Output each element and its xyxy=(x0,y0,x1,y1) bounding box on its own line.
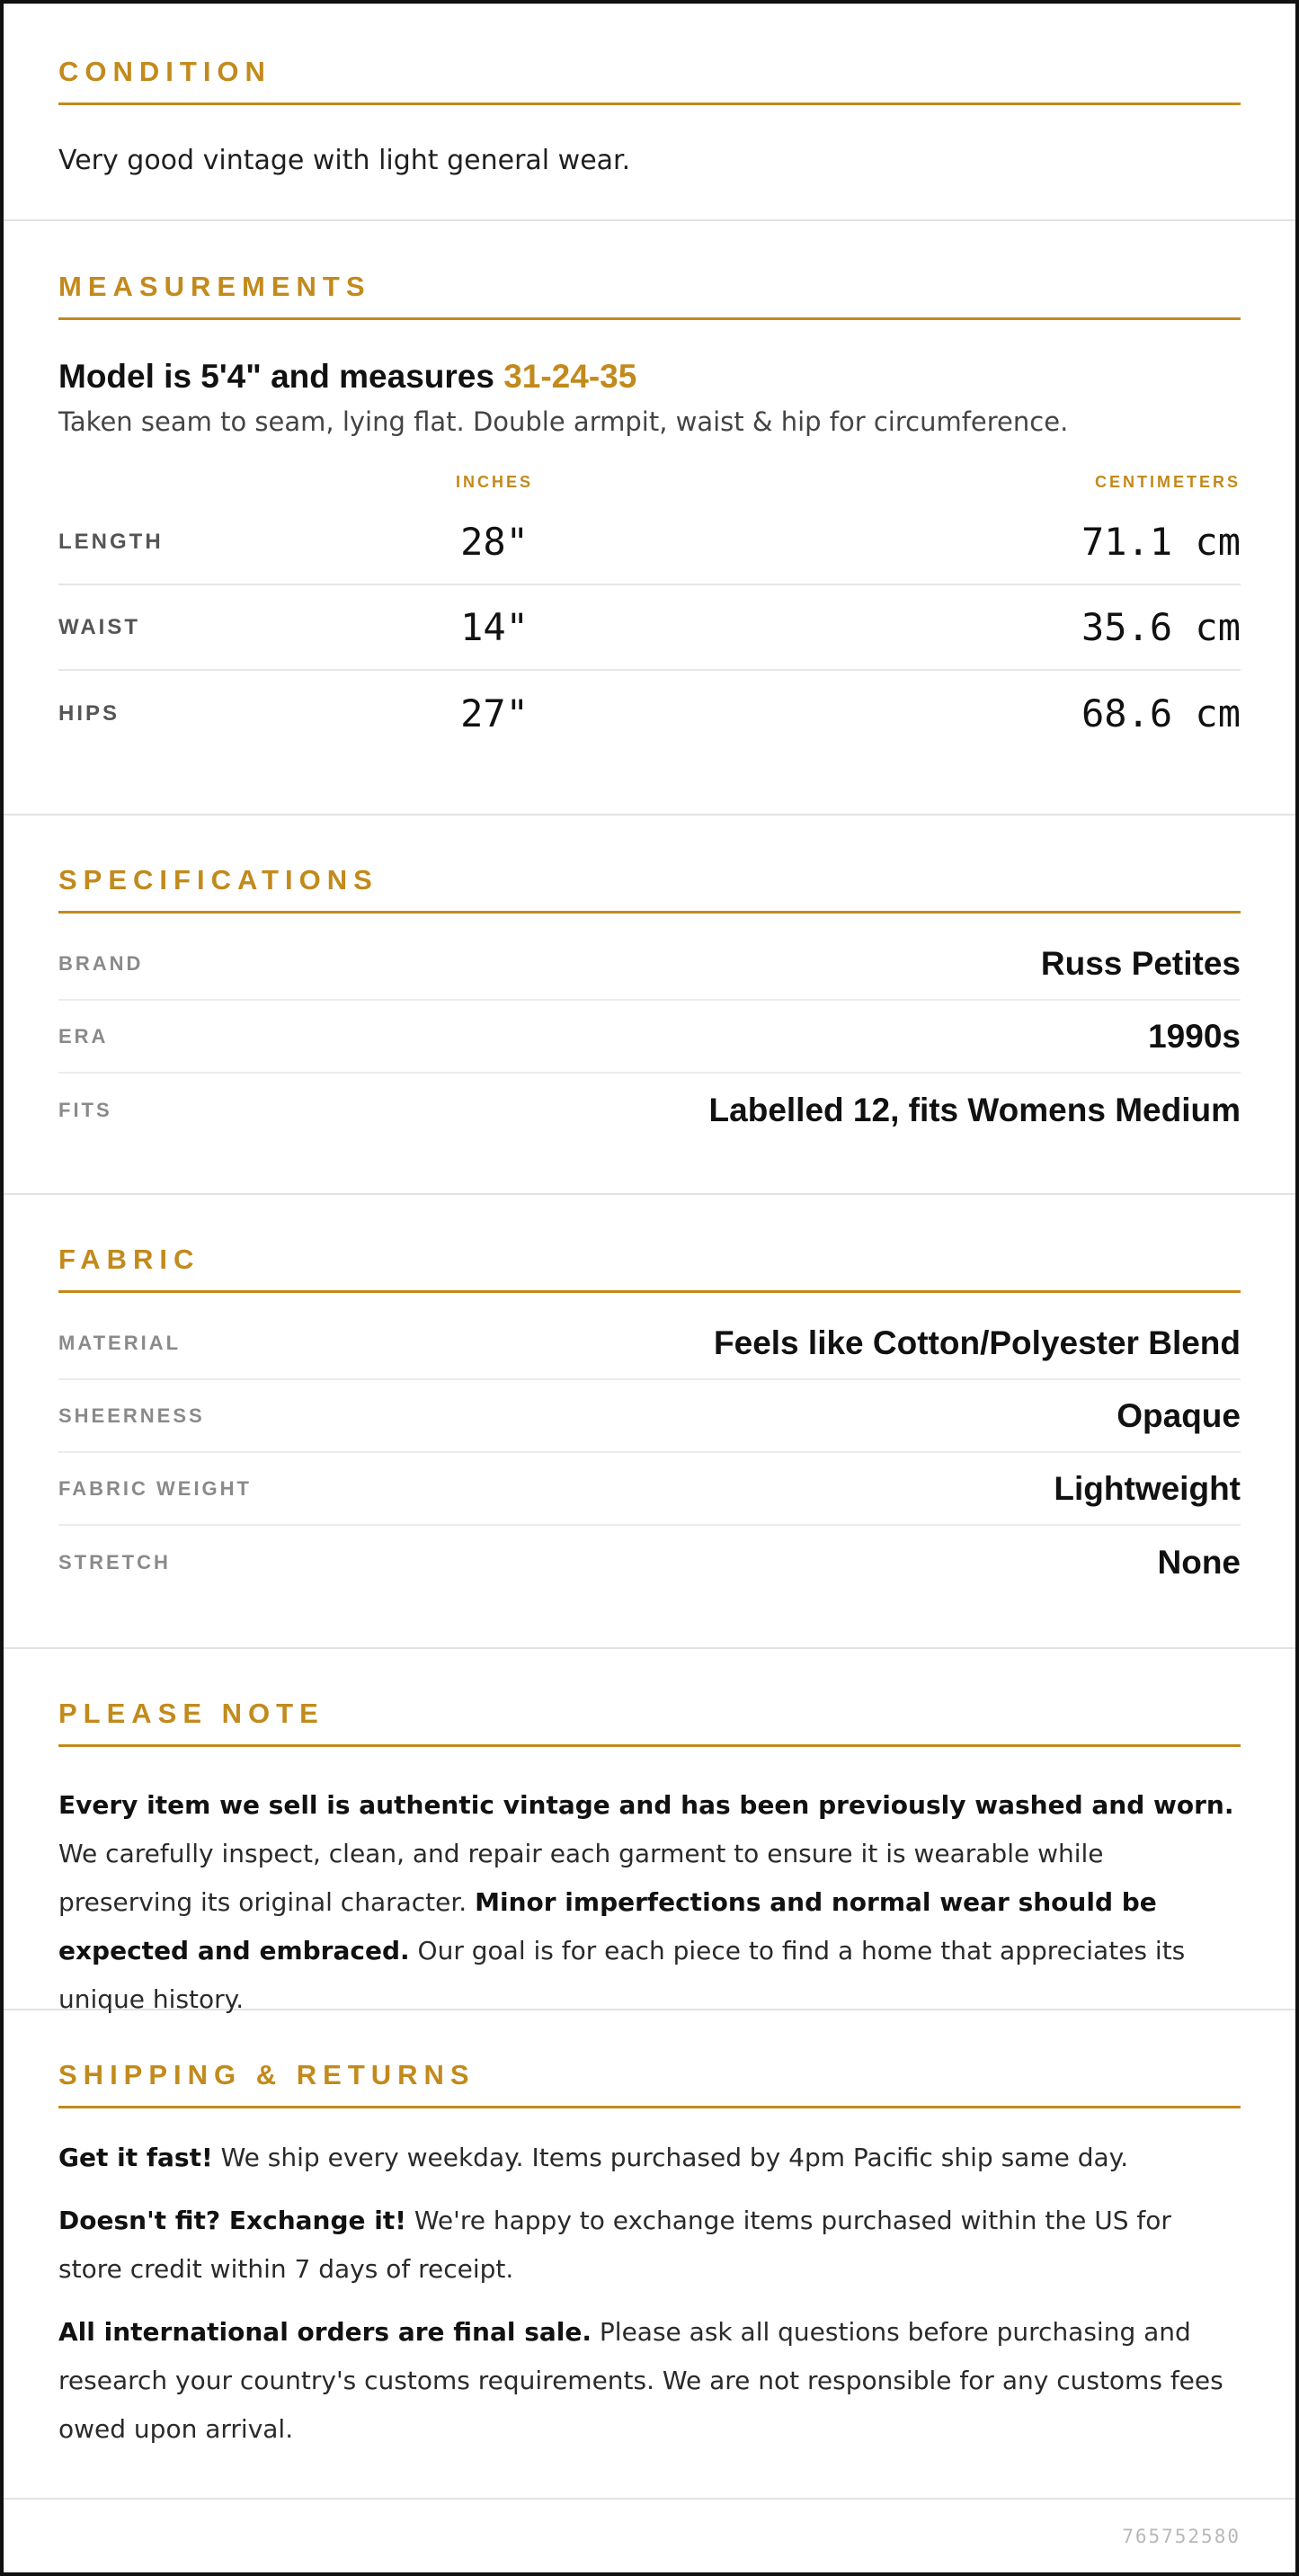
international-paragraph xyxy=(58,2308,1241,2454)
measurement-label: WAIST xyxy=(58,614,140,639)
note-text-1: We carefully inspect, clean, and repair each garment to ensure it is wearable while preserving its original character. xyxy=(58,1839,1104,1917)
list-item xyxy=(58,1380,1241,1453)
measurement-label: HIPS xyxy=(58,700,120,726)
fabric-key: SHEERNESS xyxy=(58,1404,205,1427)
specifications-heading: SPECIFICATIONS xyxy=(58,864,1241,914)
condition-heading: CONDITION xyxy=(58,56,1241,105)
measurements-section xyxy=(4,221,1295,816)
list-item xyxy=(58,1526,1241,1599)
measurement-inches: 28" xyxy=(460,520,529,564)
note-bold-1: Every item we sell is authentic vintage and has been previously washed and worn. xyxy=(58,1790,1234,1820)
fabric-value: Opaque xyxy=(1117,1396,1241,1434)
shipping-paragraph xyxy=(58,2134,1241,2182)
fabric-value: None xyxy=(1157,1543,1241,1581)
shipping-paragraphs xyxy=(58,2134,1241,2454)
fabric-heading: FABRIC xyxy=(58,1243,1241,1293)
exchange-paragraph xyxy=(58,2197,1241,2294)
international-text: Please ask all questions before purchasing and research your country's customs requirements. We are not responsible for any customs fees owed upon arrival. xyxy=(58,2317,1223,2444)
model-measures-value: 31-24-35 xyxy=(503,358,637,395)
specifications-list xyxy=(58,928,1241,1146)
spec-key: ERA xyxy=(58,1024,109,1047)
measurement-cm: 71.1 cm xyxy=(1081,520,1241,564)
footer xyxy=(4,2500,1295,2573)
table-row xyxy=(58,671,1241,756)
exchange-text: We're happy to exchange items purchased within the US for store credit within 7 days of receipt. xyxy=(58,2206,1171,2284)
spec-value: Russ Petites xyxy=(1040,944,1241,982)
fabric-value: Lightweight xyxy=(1054,1469,1241,1507)
measurements-table-header xyxy=(58,471,1241,493)
measurement-cm: 68.6 cm xyxy=(1081,691,1241,735)
please-note-heading: PLEASE NOTE xyxy=(58,1698,1241,1747)
inches-column-header: INCHES xyxy=(455,472,533,491)
specifications-section xyxy=(4,816,1295,1195)
model-measurements-line xyxy=(58,356,1241,397)
shipping-text: We ship every weekday. Items purchased by 4pm Pacific ship same day. xyxy=(212,2143,1129,2172)
condition-text: Very good vintage with light general wear. xyxy=(58,145,631,176)
fabric-key: MATERIAL xyxy=(58,1331,182,1354)
list-item xyxy=(58,1453,1241,1526)
shipping-returns-section xyxy=(4,2010,1295,2500)
spec-value: 1990s xyxy=(1148,1017,1241,1055)
table-row xyxy=(58,585,1241,671)
measurement-cm: 35.6 cm xyxy=(1081,605,1241,649)
please-note-text xyxy=(58,1781,1241,2024)
measurement-inches: 14" xyxy=(460,605,529,649)
list-item xyxy=(58,1307,1241,1380)
fabric-value: Feels like Cotton/Polyester Blend xyxy=(714,1324,1241,1361)
fabric-key: STRETCH xyxy=(58,1550,171,1573)
measurement-label: LENGTH xyxy=(58,529,164,554)
list-item xyxy=(58,928,1241,1001)
note-text-2: Our goal is for each piece to find a home that appreciates its unique history. xyxy=(58,1936,1186,2014)
fabric-key: FABRIC WEIGHT xyxy=(58,1476,252,1500)
exchange-bold: Doesn't fit? Exchange it! xyxy=(58,2206,406,2235)
condition-section xyxy=(4,4,1295,221)
spec-value: Labelled 12, fits Womens Medium xyxy=(708,1091,1241,1128)
measurements-table xyxy=(58,500,1241,756)
table-row xyxy=(58,500,1241,585)
shipping-heading: SHIPPING & RETURNS xyxy=(58,2059,1241,2108)
measurements-heading: MEASUREMENTS xyxy=(58,271,1241,320)
fabric-list xyxy=(58,1307,1241,1599)
international-bold: All international orders are final sale. xyxy=(58,2317,592,2347)
spec-key: BRAND xyxy=(58,951,144,975)
please-note-section xyxy=(4,1649,1295,2014)
shipping-bold: Get it fast! xyxy=(58,2143,213,2172)
measurements-note: Taken seam to seam, lying flat. Double armpit, waist & hip for circumference. xyxy=(58,406,1069,437)
model-prefix: Model is 5'4" and measures xyxy=(58,358,504,395)
note-bold-2: Minor imperfections and normal wear should be expected and embraced. xyxy=(58,1887,1157,1965)
spec-key: FITS xyxy=(58,1098,112,1121)
product-id: 765752580 xyxy=(1122,2526,1241,2547)
list-item xyxy=(58,1074,1241,1146)
measurement-inches: 27" xyxy=(460,691,529,735)
centimeters-column-header: CENTIMETERS xyxy=(1094,472,1241,491)
fabric-section xyxy=(4,1195,1295,1649)
list-item xyxy=(58,1001,1241,1074)
